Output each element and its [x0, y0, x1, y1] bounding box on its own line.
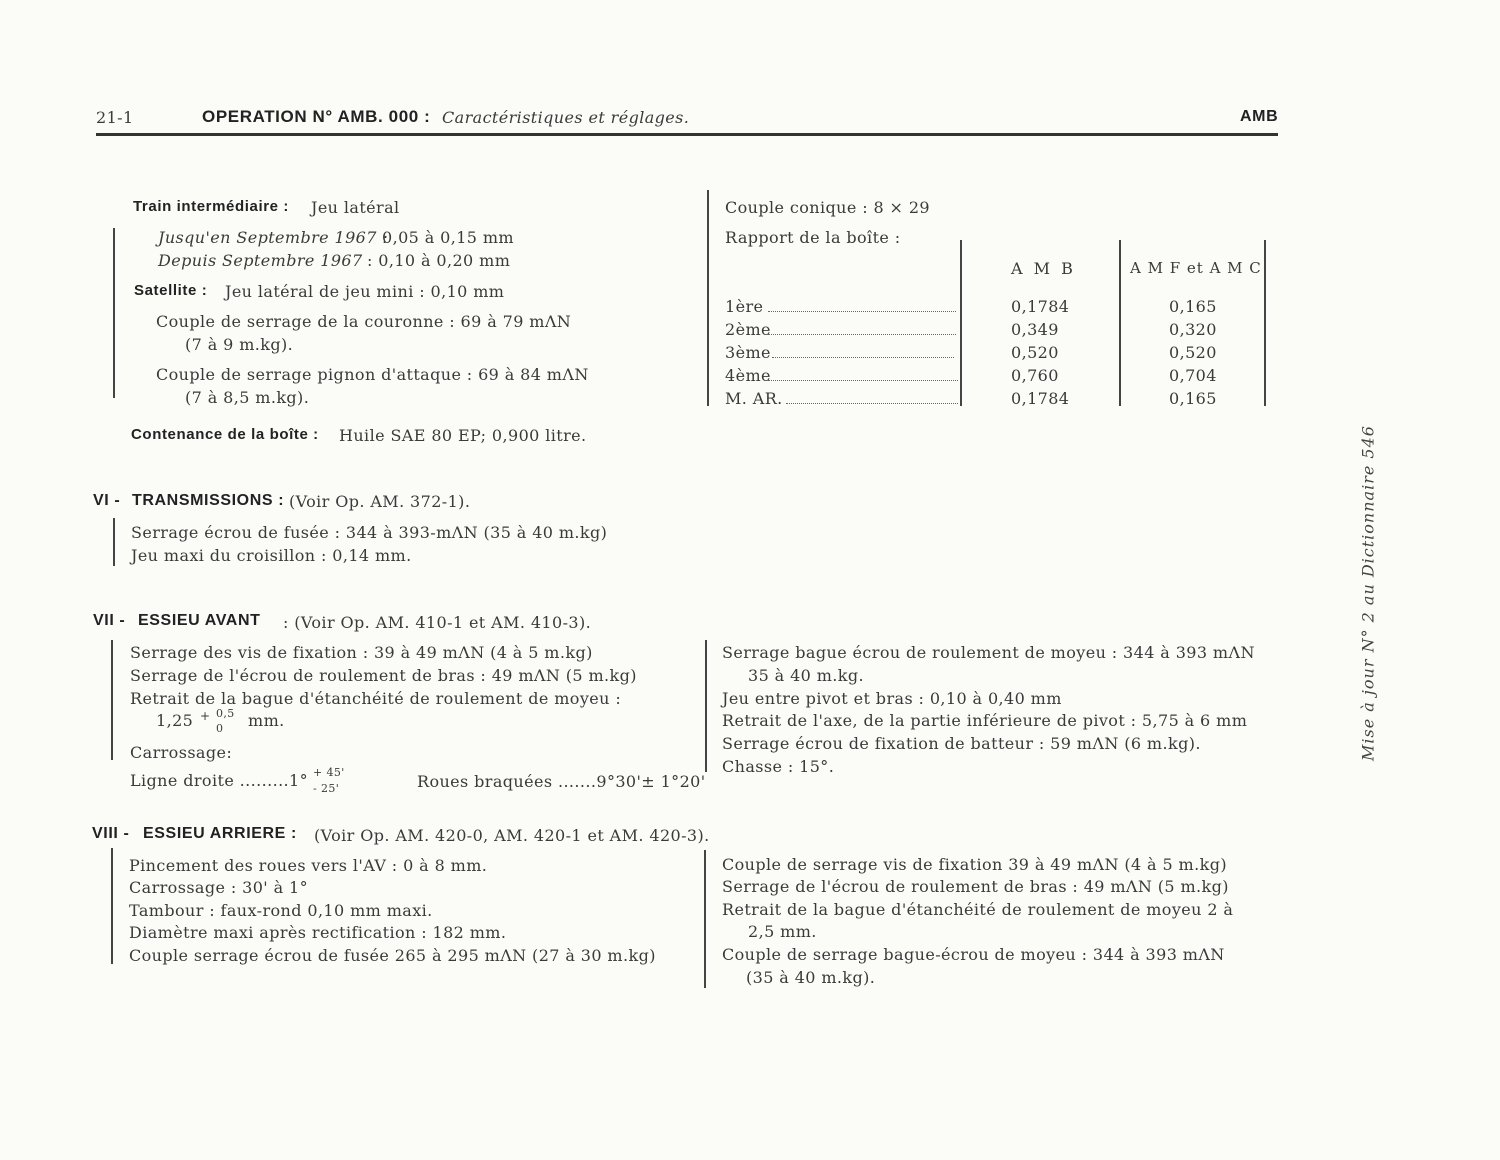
margin-bar	[113, 518, 115, 566]
leader-dots	[768, 380, 958, 381]
avant-left-line: Retrait de la bague d'étanchéité de roulement de moyeu :	[130, 689, 622, 708]
ratio-amb: 0,1784	[1011, 389, 1070, 408]
header-rule	[96, 133, 1278, 136]
train-line2-date: Depuis Septembre 1967	[158, 251, 363, 270]
table-divider	[960, 240, 962, 406]
leader-dots	[768, 334, 956, 335]
column-header-amf-amc: A M F et A M C	[1130, 259, 1262, 277]
avant-right-line: Retrait de l'axe, de la partie inférieure de pivot : 5,75 à 6 mm	[722, 711, 1248, 730]
carrossage-label: Carrossage:	[130, 743, 233, 762]
ratio-amf: 0,520	[1169, 343, 1217, 362]
train-line1-value: 0,05 à 0,15 mm	[382, 228, 514, 247]
gear-label: M. AR.	[725, 389, 783, 408]
tolerance-upper: 0,5	[216, 707, 235, 720]
ratio-amb: 0,1784	[1011, 297, 1070, 316]
model-code: AMB	[1240, 108, 1279, 125]
margin-bar	[705, 640, 707, 772]
ratio-amb: 0,760	[1011, 366, 1059, 385]
tolerance-unit: mm.	[248, 711, 285, 730]
avant-right-line: 35 à 40 m.kg.	[748, 666, 864, 685]
tolerance-value: 1,25	[156, 711, 194, 730]
section-title: ESSIEU ARRIERE :	[143, 825, 297, 842]
column-header-amb: A M B	[1011, 259, 1076, 278]
train-text: Jeu latéral	[311, 198, 400, 217]
margin-bar	[113, 228, 115, 398]
ratio-amb: 0,520	[1011, 343, 1059, 362]
avant-right-line: Serrage bague écrou de roulement de moyeu : 344 à 393 mΛN	[722, 643, 1255, 662]
couple-conique: Couple conique : 8 × 29	[725, 198, 931, 217]
transmissions-line: Jeu maxi du croisillon : 0,14 mm.	[131, 546, 412, 565]
table-divider	[1264, 240, 1266, 406]
tolerance-sign: +	[200, 709, 211, 723]
train-label: Train intermédiaire :	[133, 198, 289, 215]
leader-dots	[772, 357, 954, 358]
arriere-left-line: Tambour : faux-rond 0,10 mm maxi.	[129, 901, 433, 920]
satellite-pignon-kg: (7 à 8,5 m.kg).	[185, 388, 310, 407]
gear-label: 4ème	[725, 366, 771, 385]
arriere-right-line: Couple de serrage vis de fixation 39 à 49 mΛN (4 à 5 m.kg)	[722, 855, 1227, 874]
page-reference: 21-1	[96, 108, 134, 127]
ratio-amf: 0,320	[1169, 320, 1217, 339]
leader-dots	[786, 403, 958, 404]
avant-right-line: Serrage écrou de fixation de batteur : 59 mΛN (6 m.kg).	[722, 734, 1201, 753]
arriere-left-line: Couple serrage écrou de fusée 265 à 295 mΛN (27 à 30 m.kg)	[129, 946, 656, 965]
margin-bar	[704, 850, 706, 988]
avant-right-line: Jeu entre pivot et bras : 0,10 à 0,40 mm	[722, 689, 1062, 708]
train-line1-date: Jusqu'en Septembre 1967 :	[158, 228, 389, 247]
satellite-label: Satellite :	[134, 282, 208, 299]
operation-subtitle: Caractéristiques et réglages.	[442, 108, 690, 127]
gear-label: 2ème	[725, 320, 771, 339]
satellite-couronne: Couple de serrage de la couronne : 69 à 79 mΛN	[156, 312, 572, 331]
contenance-text: Huile SAE 80 EP; 0,900 litre.	[339, 426, 587, 445]
arriere-left-line: Pincement des roues vers l'AV : 0 à 8 mm.	[129, 856, 488, 875]
section-number: VII -	[93, 612, 126, 629]
section-reference: (Voir Op. AM. 420-0, AM. 420-1 et AM. 420-3).	[314, 826, 710, 845]
ratio-amf: 0,704	[1169, 366, 1217, 385]
leader-dots	[768, 311, 956, 312]
avant-left-line: Serrage des vis de fixation : 39 à 49 mΛN (4 à 5 m.kg)	[130, 643, 593, 662]
arriere-right-line: Serrage de l'écrou de roulement de bras : 49 mΛN (5 m.kg)	[722, 877, 1229, 896]
gear-label: 1ère	[725, 297, 764, 316]
satellite-couronne-kg: (7 à 9 m.kg).	[185, 335, 294, 354]
margin-bar	[707, 190, 709, 406]
avant-left-line: Serrage de l'écrou de roulement de bras : 49 mΛN (5 m.kg)	[130, 666, 637, 685]
satellite-pignon: Couple de serrage pignon d'attaque : 69 à 84 mΛN	[156, 365, 589, 384]
section-title: TRANSMISSIONS :	[132, 492, 285, 509]
satellite-text: Jeu latéral de jeu mini : 0,10 mm	[225, 282, 505, 301]
arriere-right-line: (35 à 40 m.kg).	[746, 968, 876, 987]
table-divider	[1119, 240, 1121, 406]
ratio-amb: 0,349	[1011, 320, 1059, 339]
ratio-amf: 0,165	[1169, 297, 1217, 316]
ligne-tolerance-lower: - 25'	[313, 782, 340, 795]
transmissions-line: Serrage écrou de fusée : 344 à 393-mΛN (35 à 40 m.kg)	[131, 523, 608, 542]
arriere-right-line: Retrait de la bague d'étanchéité de roulement de moyeu 2 à	[722, 900, 1234, 919]
margin-bar	[111, 848, 113, 964]
side-note: Mise à jour N° 2 au Dictionnaire 546	[1358, 425, 1378, 761]
tolerance-lower: 0	[216, 722, 224, 735]
section-number: VI -	[93, 492, 121, 509]
operation-title: OPERATION N° AMB. 000 :	[202, 107, 431, 126]
gear-label: 3ème	[725, 343, 771, 362]
ratio-amf: 0,165	[1169, 389, 1217, 408]
margin-bar	[111, 640, 113, 760]
avant-right-line: Chasse : 15°.	[722, 757, 835, 776]
arriere-right-line: 2,5 mm.	[748, 922, 817, 941]
arriere-left-line: Carrossage : 30' à 1°	[129, 878, 308, 897]
arriere-left-line: Diamètre maxi après rectification : 182 mm.	[129, 923, 507, 942]
train-line2-value: : 0,10 à 0,20 mm	[367, 251, 511, 270]
ligne-tolerance-upper: + 45'	[313, 766, 345, 779]
contenance-label: Contenance de la boîte :	[131, 426, 319, 443]
section-number: VIII -	[92, 825, 130, 842]
section-reference: (Voir Op. AM. 372-1).	[289, 492, 471, 511]
section-reference: : (Voir Op. AM. 410-1 et AM. 410-3).	[283, 613, 592, 632]
ligne-droite: Ligne droite .........1°	[130, 771, 309, 790]
arriere-right-line: Couple de serrage bague-écrou de moyeu : 344 à 393 mΛN	[722, 945, 1225, 964]
section-title: ESSIEU AVANT	[138, 612, 261, 629]
rapport-label: Rapport de la boîte :	[725, 228, 901, 247]
roues-braquees: Roues braquées .......9°30'± 1°20'	[417, 772, 706, 791]
